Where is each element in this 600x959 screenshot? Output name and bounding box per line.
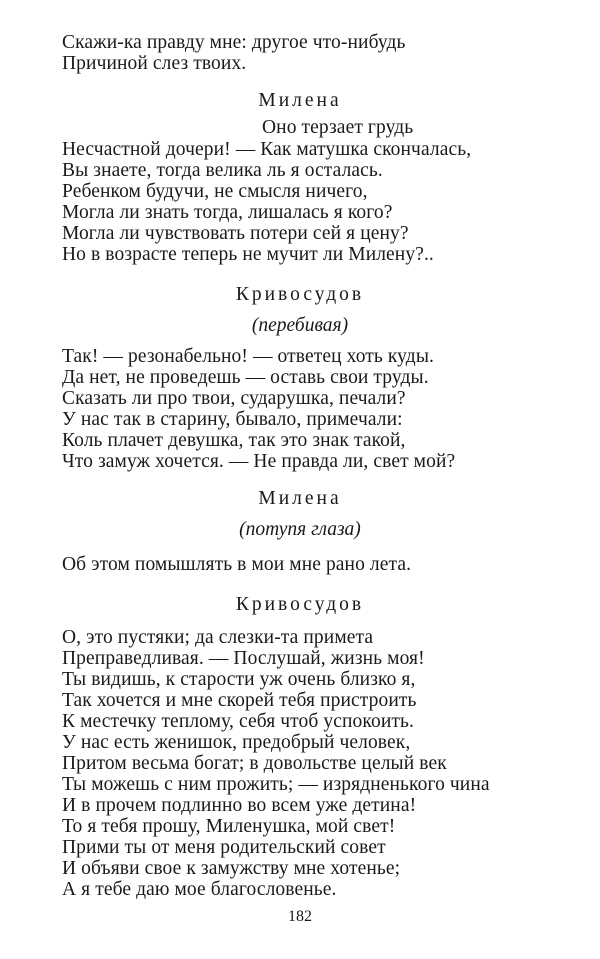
verse-line: Вы знаете, тогда велика ль я осталась. [62,160,383,181]
verse-line: Но в возрасте теперь не мучит ли Милену?.. [62,244,434,265]
speaker-name: Кривосудов [235,284,365,305]
verse-line: Ты можешь с ним прожить; — изрядненького чина [62,774,490,795]
verse-line: А я тебе даю мое благословенье. [62,879,337,900]
verse-line: Ты видишь, к старости уж очень близко я, [62,669,416,690]
verse-line: Могла ли чувствовать потери сей я цену? [62,223,409,244]
verse-line: Несчастной дочери! — Как матушка скончалась, [62,139,472,160]
verse-line: То я тебя прошу, Миленушка, мой свет! [62,816,396,837]
verse-line: Сказать ли про твои, сударушка, печали? [62,388,406,409]
verse-line: Ребенком будучи, не смысля ничего, [62,181,368,202]
stage-direction: (перебивая) [251,315,349,336]
verse-line: И объяви свое к замужству мне хотенье; [62,858,401,879]
verse-line: У нас так в старину, бывало, примечали: [62,409,403,430]
verse-line: И в прочем подлинно во всем уже детина! [62,795,417,816]
verse-line: Преправедливая. — Послушай, жизнь моя! [62,648,425,669]
verse-line: Прими ты от меня родительский совет [62,837,386,858]
verse-line: Да нет, не проведешь — оставь свои труды. [62,367,429,388]
verse-line: Коль плачет девушка, так это знак такой, [62,430,406,451]
verse-line: О, это пустяки; да слезки-та примета [62,627,374,648]
verse-line: Оно терзает грудь [262,117,414,138]
verse-line: Притом весьма богат; в довольстве целый век [62,753,447,774]
verse-line: Могла ли знать тогда, лишалась я кого? [62,202,393,223]
speaker-name: Кривосудов [235,594,365,615]
verse-line: Что замуж хочется. — Не правда ли, свет мой? [62,451,456,472]
verse-line: Причиной слез твоих. [62,53,247,74]
page-number: 182 [288,908,312,925]
stage-direction: (потупя глаза) [239,519,361,540]
verse-line: Об этом помышлять в мои мне рано лета. [62,554,412,575]
verse-line: К местечку теплому, себя чтоб успокоить. [62,711,414,732]
speaker-name: Милена [258,90,342,111]
verse-line: Так хочется и мне скорей тебя пристроить [62,690,417,711]
verse-line: Скажи-ка правду мне: другое что-нибудь [62,32,406,53]
speaker-name: Милена [258,488,342,509]
verse-line: Так! — резонабельно! — ответец хоть куды. [62,346,435,367]
verse-line: У нас есть женишок, предобрый человек, [62,732,411,753]
